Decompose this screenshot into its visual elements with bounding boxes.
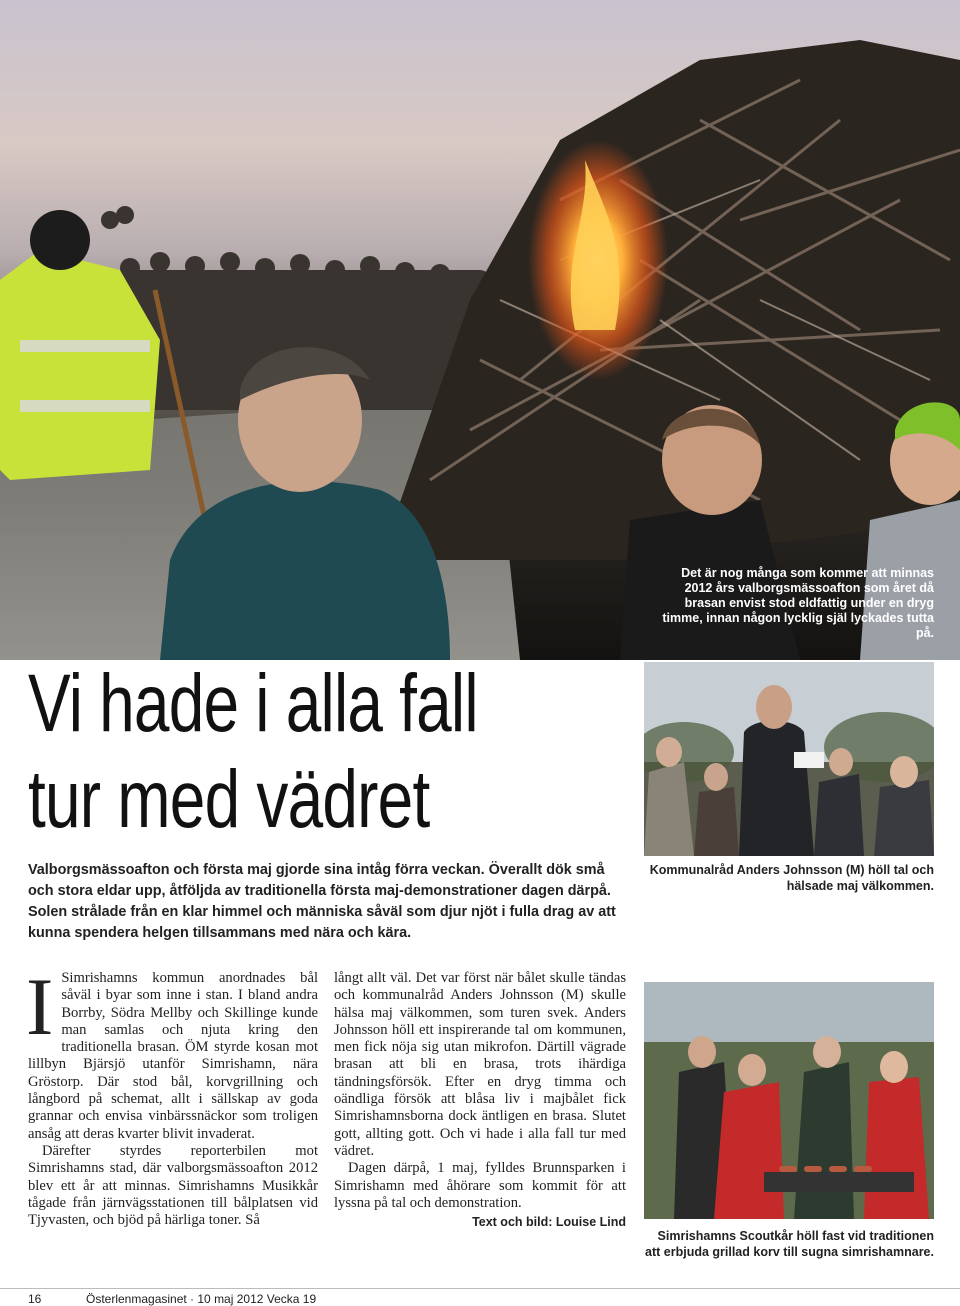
body-column-2 xyxy=(334,970,626,1231)
body-paragraph xyxy=(26,961,318,1143)
article-lede: Valborgsmässoafton och första maj gjorde sina intåg förra veckan. Överallt dök små och stora eldar upp, åtföljda av traditionella första maj-demonstrationer dagen därpå. Solen strålade från en klar himmel och människa såväl som djur njöt i fulla drag av att kunna spendera helgen tillsammans med nära och kära. xyxy=(28,862,616,941)
body-column-1 xyxy=(26,961,318,1229)
speaker-caption: Kommunalråd Anders Johnsson (M) höll tal och hälsade maj välkommen. xyxy=(649,863,934,893)
body-paragraph: Därefter styrdes reporterbilen mot Simrishamns stad, där valborgsmässoafton 2012 blev ett år att minnas. Simrishamns Musikkår tågade från järnvägsstationen till bålplatsen vid Tjyvasten, och bjöd på härliga toner. Så xyxy=(28,1142,318,1229)
body-text: Simrishamns kommun anordnades bål såväl i byar som inne i stan. I bland andra Borrby, Södra Mellby och Skillinge kunde man samlas och njuta kring den traditionella brasan. ÖM styrde kosan mot lillbyn Bjärsjö utanför Simrishamn, nära Gröstorp. Där stod bål, korvgrillning och långbord på schemat, allt i sällskap av goda grannar och envisa vinbärssnäckor som troligen ansåg att deras kvarter blivit invaderat. xyxy=(28,970,318,1142)
grill-photo xyxy=(644,982,934,1219)
grill-photo-illustration xyxy=(644,982,934,1219)
body-paragraph: långt allt väl. Det var först när bålet skulle tändas och kommunalråd Anders Johnsson (M) skulle hälsa maj välkommen, som turen svek. Anders Johnsson höll ett inspirerande tal om kommunen, men fick nöja sig utan mikrofon. Därtill vägrade brasan att bli en brasa, trots ihärdiga tändningsförsök. Efter en dryg timma och oändliga försök att blåsa liv i majbålet fick Simrishamnsborna dock äntligen en brasa. Slutet gott, allting gott. Och vi hade i alla fall tur med vädret. xyxy=(334,970,626,1159)
byline: Text och bild: Louise Lind xyxy=(472,1215,626,1230)
speaker-photo-illustration xyxy=(644,662,934,856)
headline-line-2: tur med vädret xyxy=(28,754,430,845)
grill-caption: Simrishamns Scoutkår höll fast vid traditionen att erbjuda grillad korv till sugna simrishamnare. xyxy=(645,1229,934,1259)
drop-cap: I xyxy=(26,961,54,1052)
page-number: 16 xyxy=(28,1292,42,1306)
speaker-photo xyxy=(644,662,934,856)
article-headline xyxy=(28,656,496,848)
body-paragraph: Dagen därpå, 1 maj, fylldes Brunnsparken i Simrishamn med åhörare som kommit för att lyssna på tal och demonstration. xyxy=(334,1160,626,1211)
publication-line: Österlenmagasinet · 10 maj 2012 Vecka 19 xyxy=(86,1292,317,1306)
hero-caption: Det är nog många som kommer att minnas 2012 års valborgsmässoafton som året då brasan envist stod eldfattig under en dryg timme, innan någon lycklig själ lyckades tutta på. xyxy=(662,566,934,640)
footer-divider xyxy=(0,1288,960,1289)
headline-line-1: Vi hade i alla fall xyxy=(28,658,478,749)
